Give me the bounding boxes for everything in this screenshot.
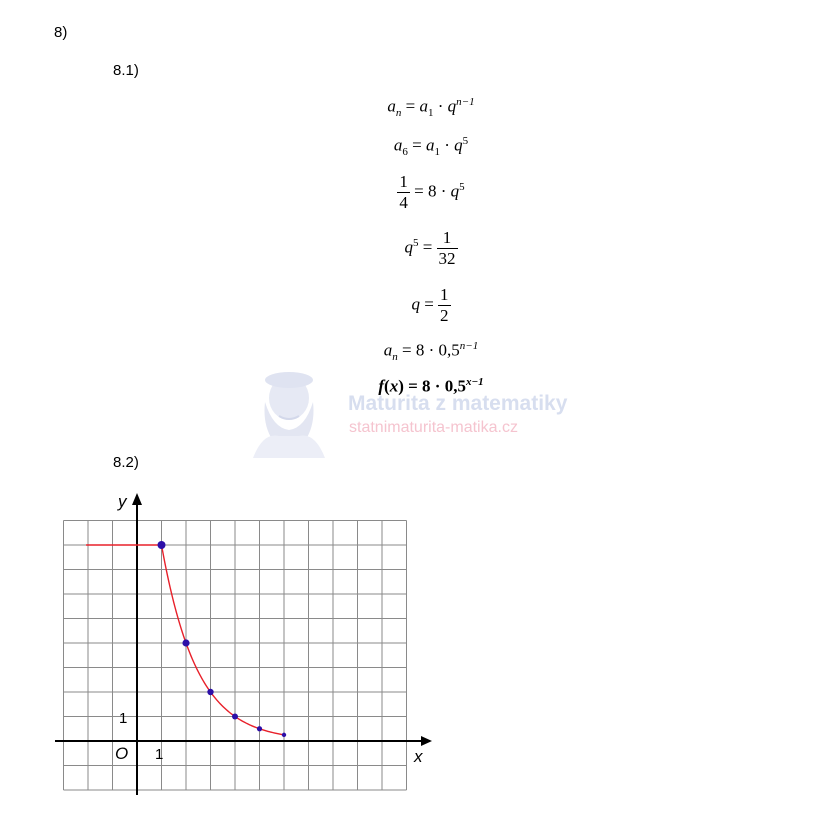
- function-graph: [55, 485, 440, 795]
- equation-an-general: $a_n = a_1 \cdot q^{n-1}$: [387, 96, 475, 120]
- problem-label: 8): [54, 24, 68, 41]
- part1-label: 8.1): [113, 62, 139, 79]
- y-tick-label: 1: [119, 710, 128, 727]
- fraction-one-half: $\frac{1}{2}$: [440, 285, 449, 325]
- x-axis-label: x: [414, 747, 423, 766]
- data-point: [207, 689, 213, 695]
- data-point: [182, 639, 189, 646]
- data-point: [158, 541, 166, 549]
- data-point: [282, 733, 286, 737]
- data-points: [158, 541, 287, 737]
- y-axis-arrow: [132, 493, 142, 505]
- equation-q: q = $\frac{1}{2}$: [411, 285, 449, 325]
- watermark-url: statnimaturita-matika.cz: [349, 419, 518, 436]
- y-axis-label: y: [118, 492, 127, 511]
- fraction-one-32: $\frac{1}{32}$: [438, 228, 456, 268]
- data-point: [232, 714, 238, 720]
- equation-a6: $a_6 = a_1 \cdot q^5$: [393, 135, 469, 159]
- equation-an-specific: $a_n = 8 \cdot 0,5^{n-1}$: [383, 340, 479, 364]
- equation-substitution: $\frac{1}{4}$ = $8 \cdot q^5$: [399, 172, 465, 212]
- x-tick-label: 1: [155, 746, 164, 763]
- x-axis-arrow: [421, 736, 432, 746]
- equation-q5: $q^5$ = $\frac{1}{32}$: [404, 228, 456, 268]
- origin-label: O: [115, 744, 129, 763]
- watermark-portrait: [243, 368, 335, 460]
- equation-function: $f(x) = 8 \cdot 0,5^{x-1}$: [378, 376, 484, 396]
- data-point: [257, 726, 262, 731]
- watermark-title: Maturita z matematiky: [348, 392, 568, 415]
- part2-label: 8.2): [113, 454, 139, 471]
- fraction-one-quarter: $\frac{1}{4}$: [399, 172, 408, 212]
